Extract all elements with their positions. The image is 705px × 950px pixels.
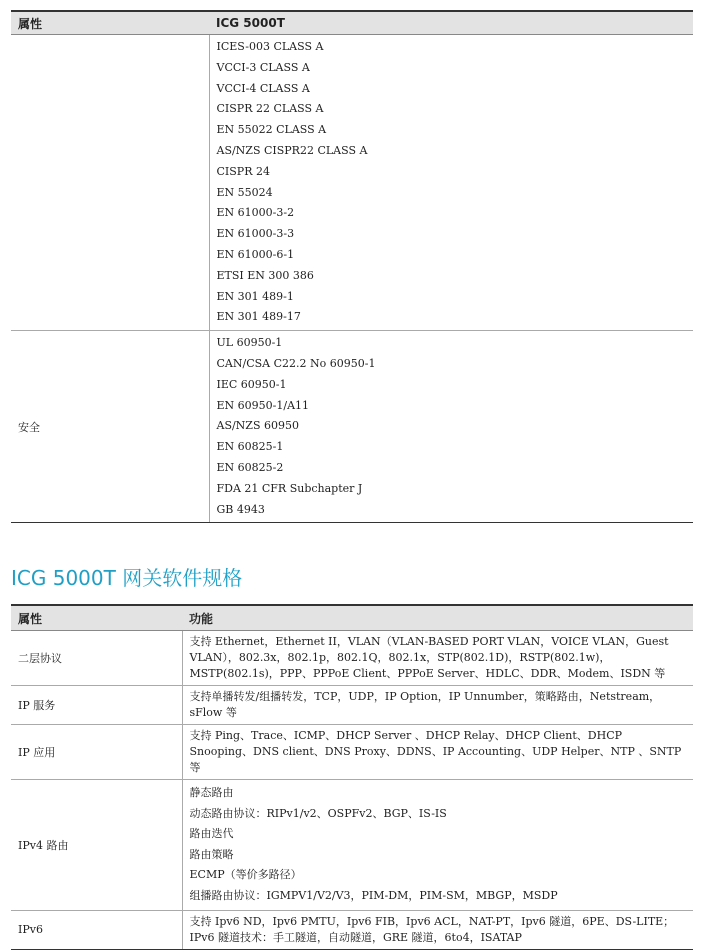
standard-item: EN 301 489-17: [216, 310, 301, 324]
function-line: 支持 Ping、Trace、ICMP、DHCP Server 、DHCP Relay、DHCP Client、DHCP Snooping、DNS client、DNS Proxy、DDNS、IP Accounting、UDP Helper、NTP 、SNTP 等: [189, 729, 682, 774]
function-cell: [182, 686, 693, 725]
attr-cell: IPv4 路由: [11, 780, 182, 911]
table-header-row: [11, 11, 693, 35]
standard-item: EN 61000-3-2: [216, 206, 295, 220]
standard-item: EN 61000-3-3: [216, 227, 295, 241]
standard-item: EN 61000-6-1: [216, 247, 295, 261]
table-row: [11, 780, 693, 911]
attr-cell: 二层协议: [11, 631, 182, 686]
header-model: ICG 5000T: [209, 11, 693, 35]
table-row: [11, 910, 693, 949]
function-line: ECMP（等价多路径）: [189, 868, 302, 882]
table-row: [11, 686, 693, 725]
software-spec-table: [11, 604, 693, 950]
standard-item: FDA 21 CFR Subchapter J: [216, 481, 363, 495]
standard-item: EN 55024: [216, 185, 273, 199]
function-line: 组播路由协议：IGMPV1/V2/V3，PIM-DM，PIM-SM，MBGP，MSDP: [189, 888, 558, 902]
section-title: ICG 5000T 网关软件规格: [11, 566, 243, 590]
standard-item: VCCI-4 CLASS A: [216, 81, 310, 95]
attr-cell: IP 应用: [11, 725, 182, 780]
function-line: IPv6 隧道技术：手工隧道，自动隧道，GRE 隧道，6to4，ISATAP: [189, 930, 522, 944]
attr-cell: IP 服务: [11, 686, 182, 725]
standard-item: IEC 60950-1: [216, 377, 287, 391]
header-attr: 属性: [11, 605, 182, 631]
header-function: 功能: [182, 605, 693, 631]
standard-item: EN 60825-1: [216, 440, 284, 454]
function-line: 动态路由协议：RIPv1/v2、OSPFv2、BGP、IS-IS: [189, 806, 447, 820]
hardware-spec-table: [11, 10, 693, 523]
function-cell: [182, 910, 693, 949]
standard-item: GB 4943: [216, 502, 265, 516]
standard-item: CAN/CSA C22.2 No 60950-1: [216, 356, 376, 370]
function-cell: [182, 631, 693, 686]
function-line: 支持单播转发/组播转发，TCP，UDP，IP Option，IP Unnumber，策略路由，Netstream，sFlow 等: [189, 690, 661, 719]
attr-cell: [11, 35, 209, 331]
table-row: [11, 35, 693, 331]
standard-item: AS/NZS CISPR22 CLASS A: [216, 143, 368, 157]
standard-item: UL 60950-1: [216, 336, 283, 350]
standard-item: AS/NZS 60950: [216, 419, 299, 433]
standard-item: EN 60825-2: [216, 460, 284, 474]
function-cell: [182, 780, 693, 911]
attr-cell: IPv6: [11, 910, 182, 949]
function-line: 支持 Ipv6 ND，Ipv6 PMTU，Ipv6 FIB，Ipv6 ACL，NAT-PT，Ipv6 隧道，6PE、DS-LITE；: [189, 914, 675, 928]
function-line: 路由迭代: [189, 827, 234, 841]
attr-cell: 安全: [11, 331, 209, 523]
function-cell: [182, 725, 693, 780]
standard-item: EN 55022 CLASS A: [216, 123, 327, 137]
table-header-row: [11, 605, 693, 631]
standards-cell: [209, 331, 693, 523]
standard-item: VCCI-3 CLASS A: [216, 60, 310, 74]
standard-item: CISPR 22 CLASS A: [216, 102, 324, 116]
table-row: [11, 631, 693, 686]
standard-item: EN 301 489-1: [216, 289, 294, 303]
standards-cell: [209, 35, 693, 331]
function-line: 支持 Ethernet，Ethernet II，VLAN（VLAN-BASED PORT VLAN，VOICE VLAN，Guest VLAN），802.3x，802.1p，802.1Q，802.1x，STP(802.1D)，RSTP(802.1w)，MSTP(802.1s)，PPP、PPPoE Client、PPPoE Server、HDLC、DDR、Modem、ISDN 等: [189, 635, 669, 680]
standard-item: EN 60950-1/A11: [216, 398, 310, 412]
table-row: [11, 725, 693, 780]
standard-item: ETSI EN 300 386: [216, 268, 314, 282]
header-attr: 属性: [11, 11, 209, 35]
function-line: 路由策略: [189, 847, 234, 861]
standard-item: ICES-003 CLASS A: [216, 40, 324, 53]
table-row: [11, 331, 693, 523]
function-line: 静态路由: [189, 786, 234, 799]
standard-item: CISPR 24: [216, 164, 270, 178]
